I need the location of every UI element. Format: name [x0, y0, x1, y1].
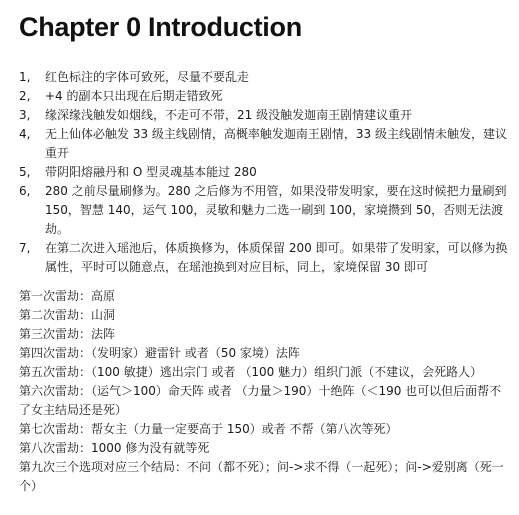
thunder-line-8: 第八次雷劫：1000 修为没有就等死 [19, 441, 210, 455]
list-item [19, 106, 509, 125]
list-text: 在第二次进入瑶池后，体质换修为，体质保留 200 即可。如果带了发明家，可以修为换属性，平时可以随意点，在瑶池换到对应目标，同上，家境保留 30 即可 [45, 241, 508, 274]
list-item [19, 68, 509, 87]
list-item [19, 87, 509, 106]
list-item [19, 182, 509, 239]
thunder-line-5: 第五次雷劫：（100 敏捷）逃出宗门 或者 （100 魅力）组织门派（不建议，会死路人） [19, 365, 483, 379]
list-item [19, 125, 509, 163]
list-number: 3, [19, 108, 31, 122]
thunder-line-3: 第三次雷劫：法阵 [19, 327, 116, 341]
list-number: 5, [19, 165, 31, 179]
list-text: 带阴阳熔融丹和 O 型灵魂基本能过 280 [45, 165, 257, 179]
list-number: 4, [19, 127, 31, 141]
list-number: 6, [19, 184, 31, 198]
list-item [19, 163, 509, 182]
list-text: +4 的副本只出现在后期走错致死 [45, 89, 223, 103]
list-item [19, 239, 509, 277]
list-text: 无上仙体必触发 33 级主线剧情，高概率触发迦南王剧情，33 级主线剧情未触发，建议重开 [45, 127, 507, 160]
thunder-line-2: 第二次雷劫：山洞 [19, 308, 116, 322]
thunder-line-4: 第四次雷劫：（发明家）避雷针 或者（50 家境）法阵 [19, 346, 300, 360]
list-text: 280 之前尽量刷修为。280 之后修为不用管，如果没带发明家，要在这时候把力量刷到 150，智慧 140，运气 100，灵敏和魅力二选一刷到 100，家境攒到 50，否则无法渡劫。 [45, 184, 507, 236]
list-text: 缘深缘浅触发如烟线，不走可不带，21 级没触发迦南王剧情建议重开 [45, 108, 413, 122]
list-number: 1, [19, 70, 31, 84]
list-text: 红色标注的字体可致死，尽量不要乱走 [45, 70, 250, 84]
list-number: 7, [19, 241, 31, 255]
page-title: Chapter 0 Introduction [19, 12, 302, 42]
list-number: 2, [19, 89, 31, 103]
thunder-line-9: 第九次三个选项对应三个结局：不问（都不死）；问->求不得（一起死）；问->爱别离（死一个） [19, 460, 504, 493]
rules-list [19, 68, 509, 277]
thunder-tribulation-list [19, 287, 509, 496]
thunder-line-1: 第一次雷劫：高原 [19, 289, 116, 303]
thunder-line-6: 第六次雷劫：（运气＞100）命天阵 或者 （力量＞190）十绝阵（＜190 也可以但后面帮不了女主结局还是死） [19, 384, 502, 417]
thunder-line-7: 第七次雷劫：帮女主（力量一定要高于 150）或者 不帮（第八次等死） [19, 422, 398, 436]
